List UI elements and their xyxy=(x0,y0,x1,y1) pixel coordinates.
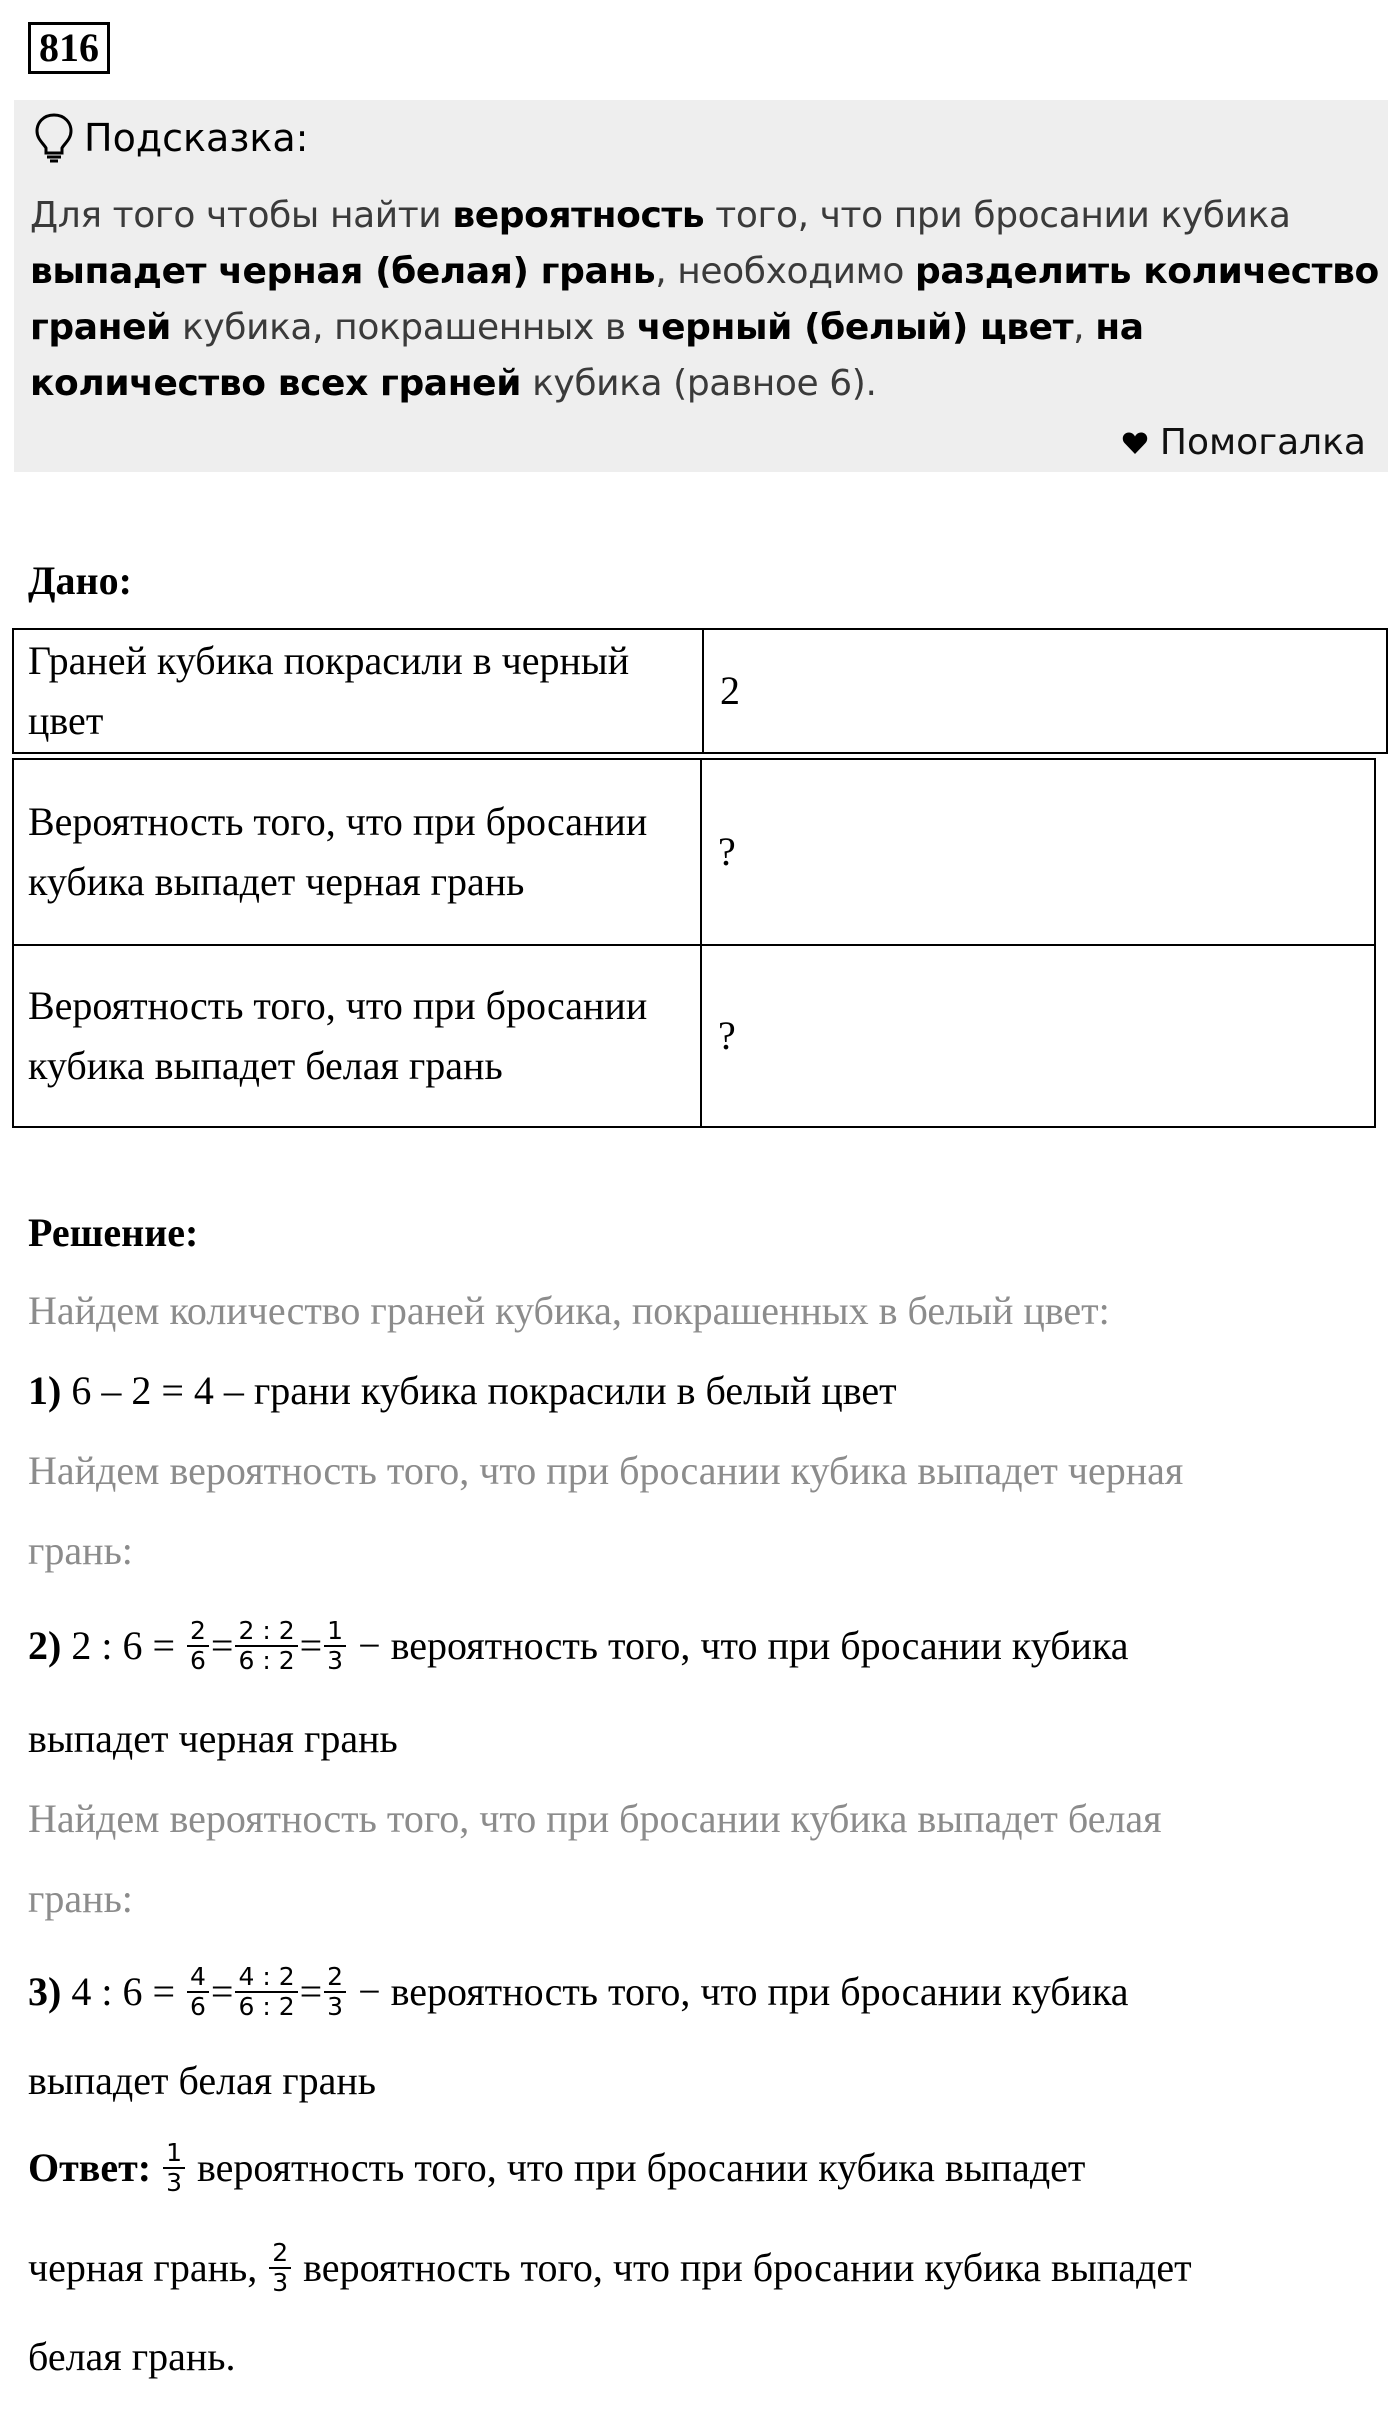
equals-sign: = xyxy=(210,1969,234,2014)
hint-emphasis: черный (белый) цвет xyxy=(636,307,1074,348)
step-text: − вероятность того, что при бросании кубика xyxy=(348,1969,1129,2014)
lightbulb-icon xyxy=(34,112,74,164)
given-row-label: Вероятность того, что при бросании кубика выпадет черная грань xyxy=(14,760,702,944)
hint-title: Подсказка: xyxy=(84,116,309,160)
hint-header xyxy=(34,110,308,166)
step-text: − вероятность того, что при бросании кубика xyxy=(348,1623,1129,1668)
fraction xyxy=(324,1963,346,2021)
step-text: 6 – 2 = 4 – грани кубика покрасили в белый цвет xyxy=(61,1368,897,1413)
denominator: 3 xyxy=(166,2168,182,2197)
step-text-continued: выпадет черная грань xyxy=(28,1716,398,1761)
given-row xyxy=(12,758,1376,946)
numerator: 2 xyxy=(324,1963,346,1993)
hint-emphasis: выпадет черная (белая) грань xyxy=(30,251,656,292)
given-row-value: 2 xyxy=(720,668,740,713)
step-lead: 2 : 6 = xyxy=(61,1623,185,1668)
answer-text: черная грань, xyxy=(28,2245,268,2290)
given-row-value: ? xyxy=(718,1013,736,1058)
solution-intro: Найдем вероятность того, что при бросании кубика выпадет черная xyxy=(28,1448,1184,1493)
numerator: 1 xyxy=(163,2139,185,2169)
step-number: 3) xyxy=(28,1969,62,2014)
hint-emphasis: вероятность xyxy=(452,195,705,236)
hint-box xyxy=(14,100,1388,472)
solution-intro: грань: xyxy=(28,1876,133,1921)
hint-emphasis: на количество всех граней xyxy=(30,307,1144,404)
solution-step-3 xyxy=(28,1960,1129,2024)
hint-run: Для того чтобы найти xyxy=(30,195,453,236)
equals-sign: = xyxy=(210,1623,234,1668)
hint-run: кубика (равное 6). xyxy=(521,363,877,404)
given-row xyxy=(12,628,1388,754)
hint-emphasis: разделить количество граней xyxy=(30,251,1379,348)
numerator: 2 xyxy=(269,2239,291,2269)
fraction xyxy=(235,1617,297,1675)
solution-step-2 xyxy=(28,1614,1129,1678)
solution-intro: Найдем вероятность того, что при бросании кубика выпадет белая xyxy=(28,1796,1162,1841)
given-table xyxy=(12,628,1388,1128)
fraction xyxy=(324,1617,346,1675)
fraction xyxy=(235,1963,297,2021)
answer-text: вероятность того, что при бросании кубика выпадет xyxy=(187,2145,1086,2190)
denominator: 3 xyxy=(272,2268,289,2297)
step-text-continued: выпадет белая грань xyxy=(28,2058,377,2103)
solution-intro: Найдем количество граней кубика, покрашенных в белый цвет: xyxy=(28,1288,1110,1333)
numerator: 2 : 2 xyxy=(235,1617,297,1647)
numerator: 1 xyxy=(324,1617,346,1647)
given-row-value: ? xyxy=(718,829,736,874)
hint-footer xyxy=(1122,418,1366,468)
step-number: 2) xyxy=(28,1623,62,1668)
problem-number: 816 xyxy=(28,22,110,74)
numerator: 4 : 2 xyxy=(235,1963,297,1993)
fraction xyxy=(163,2139,185,2197)
fraction xyxy=(187,1963,209,2021)
denominator: 3 xyxy=(327,1992,344,2021)
hint-run: того, что при бросании кубика xyxy=(704,195,1291,236)
numerator: 2 xyxy=(187,1617,209,1647)
equals-sign: = xyxy=(299,1969,323,2014)
denominator: 6 xyxy=(190,1646,206,1675)
given-row-label: Вероятность того, что при бросании кубика выпадет белая грань xyxy=(14,946,702,1126)
given-heading: Дано: xyxy=(28,558,132,603)
answer-label: Ответ: xyxy=(28,2145,152,2190)
given-row xyxy=(12,944,1376,1128)
solution-heading: Решение: xyxy=(28,1210,199,1255)
fraction xyxy=(187,1617,209,1675)
solution-step-1 xyxy=(28,1366,897,1416)
equals-sign: = xyxy=(299,1623,323,1668)
denominator: 6 : 2 xyxy=(238,1646,295,1675)
denominator: 6 xyxy=(190,1992,206,2021)
denominator: 6 : 2 xyxy=(238,1992,295,2021)
hint-run: кубика, покрашенных в xyxy=(171,307,637,348)
numerator: 4 xyxy=(187,1963,209,1993)
given-row-label: Граней кубика покрасили в черный цвет xyxy=(14,630,704,752)
solution-intro: грань: xyxy=(28,1528,133,1573)
hint-run: , xyxy=(1073,307,1096,348)
step-number: 1) xyxy=(28,1368,62,1413)
answer-line xyxy=(28,2236,1192,2300)
hint-text xyxy=(30,188,1380,412)
step-lead: 4 : 6 = xyxy=(61,1969,185,2014)
hint-run: , необходимо xyxy=(655,251,916,292)
answer-text: вероятность того, что при бросании кубика выпадет xyxy=(293,2245,1192,2290)
hint-footer-label: Помогалка xyxy=(1159,422,1366,463)
denominator: 3 xyxy=(327,1646,344,1675)
answer-line xyxy=(28,2136,1085,2200)
answer-line: белая грань. xyxy=(28,2334,236,2379)
heart-icon xyxy=(1122,431,1148,455)
fraction xyxy=(269,2239,291,2297)
